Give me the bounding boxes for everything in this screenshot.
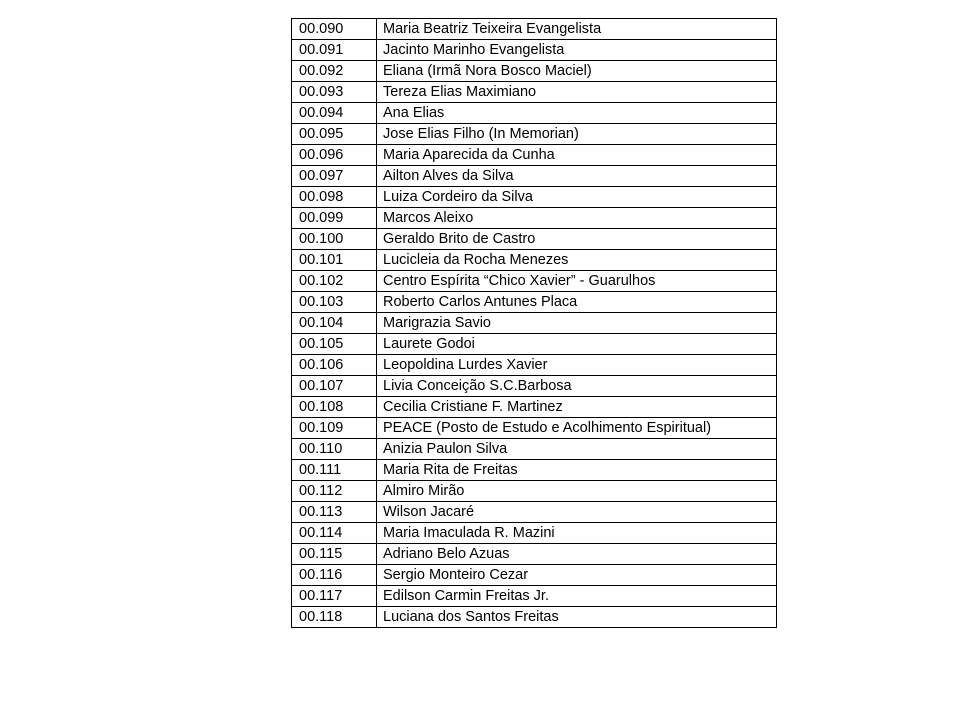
- registry-name-cell: Marigrazia Savio: [377, 313, 777, 334]
- table-row: [292, 103, 777, 124]
- registry-name-cell: Ana Elias: [377, 103, 777, 124]
- registry-name-cell: Wilson Jacaré: [377, 502, 777, 523]
- registry-name-cell: Centro Espírita “Chico Xavier” - Guarulhos: [377, 271, 777, 292]
- registry-name-cell: Adriano Belo Azuas: [377, 544, 777, 565]
- registry-code-cell: 00.112: [292, 481, 377, 502]
- registry-code-cell: 00.109: [292, 418, 377, 439]
- table-row: [292, 19, 777, 40]
- registry-code-cell: 00.097: [292, 166, 377, 187]
- registry-code-cell: 00.104: [292, 313, 377, 334]
- registry-code-cell: 00.110: [292, 439, 377, 460]
- table-row: [292, 565, 777, 586]
- registry-name-cell: Livia Conceição S.C.Barbosa: [377, 376, 777, 397]
- registry-code-cell: 00.092: [292, 61, 377, 82]
- registry-code-cell: 00.096: [292, 145, 377, 166]
- table-row: [292, 334, 777, 355]
- registry-name-cell: Luciana dos Santos Freitas: [377, 607, 777, 628]
- registry-code-cell: 00.106: [292, 355, 377, 376]
- registry-code-cell: 00.095: [292, 124, 377, 145]
- table-row: [292, 229, 777, 250]
- registry-code-cell: 00.102: [292, 271, 377, 292]
- registry-name-cell: Eliana (Irmã Nora Bosco Maciel): [377, 61, 777, 82]
- table-row: [292, 124, 777, 145]
- table-row: [292, 250, 777, 271]
- registry-code-cell: 00.107: [292, 376, 377, 397]
- table-row: [292, 40, 777, 61]
- registry-code-cell: 00.113: [292, 502, 377, 523]
- table-row: [292, 208, 777, 229]
- registry-name-cell: Marcos Aleixo: [377, 208, 777, 229]
- registry-code-cell: 00.099: [292, 208, 377, 229]
- table-row: [292, 313, 777, 334]
- registry-code-cell: 00.094: [292, 103, 377, 124]
- registry-name-cell: Luiza Cordeiro da Silva: [377, 187, 777, 208]
- registry-name-cell: Ailton Alves da Silva: [377, 166, 777, 187]
- table-row: [292, 460, 777, 481]
- registry-name-cell: Maria Imaculada R. Mazini: [377, 523, 777, 544]
- registry-code-cell: 00.117: [292, 586, 377, 607]
- table-row: [292, 166, 777, 187]
- table-row: [292, 145, 777, 166]
- registry-code-cell: 00.111: [292, 460, 377, 481]
- registry-name-cell: Jacinto Marinho Evangelista: [377, 40, 777, 61]
- table-row: [292, 481, 777, 502]
- registry-name-cell: Maria Beatriz Teixeira Evangelista: [377, 19, 777, 40]
- registry-name-cell: Edilson Carmin Freitas Jr.: [377, 586, 777, 607]
- table-row: [292, 187, 777, 208]
- registry-name-cell: Laurete Godoi: [377, 334, 777, 355]
- registry-name-cell: PEACE (Posto de Estudo e Acolhimento Espiritual): [377, 418, 777, 439]
- table-row: [292, 271, 777, 292]
- registry-name-cell: Leopoldina Lurdes Xavier: [377, 355, 777, 376]
- table-row: [292, 523, 777, 544]
- table-row: [292, 376, 777, 397]
- registry-code-cell: 00.091: [292, 40, 377, 61]
- registry-code-cell: 00.114: [292, 523, 377, 544]
- registry-name-cell: Cecilia Cristiane F. Martinez: [377, 397, 777, 418]
- registry-code-cell: 00.108: [292, 397, 377, 418]
- registry-name-cell: Maria Rita de Freitas: [377, 460, 777, 481]
- registry-code-cell: 00.103: [292, 292, 377, 313]
- table-row: [292, 544, 777, 565]
- table-row: [292, 61, 777, 82]
- table-row: [292, 586, 777, 607]
- table-row: [292, 607, 777, 628]
- table-row: [292, 418, 777, 439]
- registry-code-cell: 00.098: [292, 187, 377, 208]
- registry-name-cell: Sergio Monteiro Cezar: [377, 565, 777, 586]
- registry-name-cell: Lucicleia da Rocha Menezes: [377, 250, 777, 271]
- registry-code-cell: 00.093: [292, 82, 377, 103]
- registry-name-cell: Maria Aparecida da Cunha: [377, 145, 777, 166]
- table-row: [292, 502, 777, 523]
- registry-table-body: [292, 19, 777, 628]
- registry-code-cell: 00.115: [292, 544, 377, 565]
- table-row: [292, 439, 777, 460]
- registry-name-cell: Geraldo Brito de Castro: [377, 229, 777, 250]
- registry-name-cell: Tereza Elias Maximiano: [377, 82, 777, 103]
- registry-name-cell: Roberto Carlos Antunes Placa: [377, 292, 777, 313]
- registry-name-cell: Jose Elias Filho (In Memorian): [377, 124, 777, 145]
- table-row: [292, 397, 777, 418]
- table-row: [292, 82, 777, 103]
- registry-code-cell: 00.100: [292, 229, 377, 250]
- registry-table: [291, 18, 777, 628]
- registry-code-cell: 00.116: [292, 565, 377, 586]
- registry-name-cell: Anizia Paulon Silva: [377, 439, 777, 460]
- registry-code-cell: 00.105: [292, 334, 377, 355]
- table-row: [292, 292, 777, 313]
- table-row: [292, 355, 777, 376]
- registry-name-cell: Almiro Mirão: [377, 481, 777, 502]
- registry-code-cell: 00.101: [292, 250, 377, 271]
- registry-code-cell: 00.118: [292, 607, 377, 628]
- registry-code-cell: 00.090: [292, 19, 377, 40]
